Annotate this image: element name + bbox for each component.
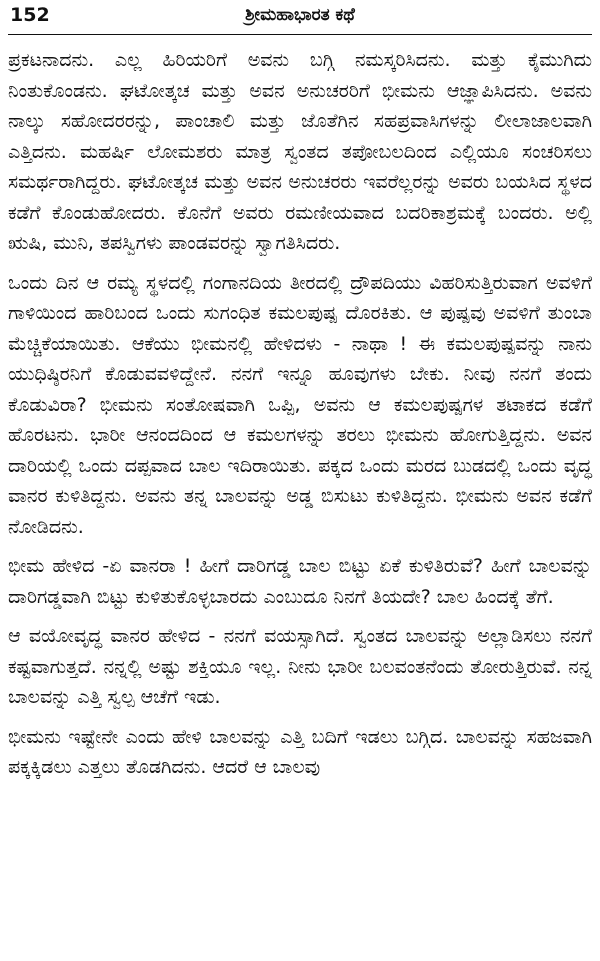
page-number: 152 [10,4,50,26]
body-text [4,35,596,783]
paragraph-3: ಭೀಮ ಹೇಳಿದ -ಏ ವಾನರಾ ! ಹೀಗೆ ದಾರಿಗಡ್ಡ ಬಾಲ ಬಿಟ್ಟು ಏಕೆ ಕುಳಿತಿರುವೆ? ಹೀಗೆ ಬಾಲವನ್ನು ದಾರಿಗಡ್ಡವಾಗಿ ಬಿಟ್ಟು ಕುಳಿತುಕೊಳ್ಳಬಾರದು ಎಂಬುದೂ ನಿನಗೆ ತಿಯದೇ? ಬಾಲ ಹಿಂದಕ್ಕೆ ತೆಗೆ. [8,555,592,608]
paragraph-2: ಒಂದು ದಿನ ಆ ರಮ್ಯ ಸ್ಥಳದಲ್ಲಿ ಗಂಗಾನದಿಯ ತೀರದಲ್ಲಿ ದ್ರೌಪದಿಯು ವಿಹರಿಸುತ್ತಿರುವಾಗ ಅವಳಿಗೆ ಗಾಳಿಯಿಂದ ಹಾರಿಬಂದ ಒಂದು ಸುಗಂಧಿತ ಕಮಲಪುಷ್ಪ ದೊರಕಿತು. ಆ ಪುಷ್ಪವು ಅವಳಿಗೆ ತುಂಬಾ ಮೆಚ್ಚಿಕೆಯಾಯಿತು. ಆಕೆಯು ಭೀಮನಲ್ಲಿ ಹೇಳಿದಳು - ನಾಥಾ ! ಈ ಕಮಲಪುಷ್ಪವನ್ನು ನಾನು ಯುಧಿಷ್ಠಿರನಿಗೆ ಕೊಡುವವಳಿದ್ದೇನೆ. ನನಗೆ ಇನ್ನೂ ಹೂವುಗಳು ಬೇಕು. ನೀವು ನನಗೆ ತಂದು ಕೊಡುವಿರಾ? ಭೀಮನು ಸಂತೋಷವಾಗಿ ಒಪ್ಪಿ, ಅವನು ಆ ಕಮಲಪುಷ್ಪಗಳ ತಟಾಕದ ಕಡೆಗೆ ಹೊರಟನು. ಭಾರೀ ಆನಂದದಿಂದ ಆ ಕಮಲಗಳನ್ನು ತರಲು ಭೀಮನು ಹೋಗುತ್ತಿದ್ದನು. ಅವನ ದಾರಿಯಲ್ಲಿ ಒಂದು ದಪ್ಪವಾದ ಬಾಲ ಇದಿರಾಯಿತು. ಪಕ್ಕದ ಒಂದು ಮರದ ಬುಡದಲ್ಲಿ ಒಂದು ವೃದ್ಧ ವಾನರ ಕುಳಿತಿದ್ದನು. ಅವನು ತನ್ನ ಬಾಲವನ್ನು ಅಡ್ಡ ಬಿಸುಟು ಕುಳಿತಿದ್ದನು. ಭೀಮನು ಅವನ ಕಡೆಗೆ ನೋಡಿದನು. [8,271,592,538]
paragraph-5: ಭೀಮನು ಇಷ್ಟೇನೇ ಎಂದು ಹೇಳಿ ಬಾಲವನ್ನು ಎತ್ತಿ ಬದಿಗೆ ಇಡಲು ಬಗ್ಗಿದ. ಬಾಲವನ್ನು ಸಹಜವಾಗಿ ಪಕ್ಕಕ್ಕಿಡಲು ಎತ್ತಲು ತೊಡಗಿದನು. ಆದರೆ ಆ ಬಾಲವು [8,725,592,778]
paragraph-4: ಆ ವಯೋವೃದ್ಧ ವಾನರ ಹೇಳಿದ - ನನಗೆ ವಯಸ್ಸಾಗಿದೆ. ಸ್ವಂತದ ಬಾಲವನ್ನು ಅಲ್ಲಾಡಿಸಲು ನನಗೆ ಕಷ್ಟವಾಗುತ್ತದೆ. ನನ್ನಲ್ಲಿ ಅಷ್ಟು ಶಕ್ತಿಯೂ ಇಲ್ಲ. ನೀನು ಭಾರೀ ಬಲವಂತನೆಂದು ತೋರುತ್ತಿರುವೆ. ನನ್ನ ಬಾಲವನ್ನು ಎತ್ತಿ ಸ್ವಲ್ಪ ಆಚೆಗೆ ಇಡು. [8,625,592,708]
paragraph-1: ಪ್ರಕಟನಾದನು. ಎಲ್ಲ ಹಿರಿಯರಿಗೆ ಅವನು ಬಗ್ಗಿ ನಮಸ್ಕರಿಸಿದನು. ಮತ್ತು ಕೈಮುಗಿದು ನಿಂತುಕೊಂಡನು. ಘಟೋತ್ಕಚ ಮತ್ತು ಅವನ ಅನುಚರರಿಗೆ ಭೀಮನು ಆಜ್ಞಾಪಿಸಿದನು. ಅವನು ನಾಲ್ಕು ಸಹೋದರರನ್ನು, ಪಾಂಚಾಲಿ ಮತ್ತು ಜೊತೆಗಿನ ಸಹಪ್ರವಾಸಿಗಳನ್ನು ಲೀಲಾಜಾಲವಾಗಿ ಎತ್ತಿದನು. ಮಹರ್ಷಿ ಲೋಮಶರು ಮಾತ್ರ ಸ್ವಂತದ ತಪೋಬಲದಿಂದ ಎಲ್ಲಿಯೂ ಸಂಚರಿಸಲು ಸಮರ್ಥರಾಗಿದ್ದರು. ಘಟೋತ್ಕಚ ಮತ್ತು ಅವನ ಅನುಚರರು ಇವರೆಲ್ಲರನ್ನು ಅವರು ಬಯಸಿದ ಸ್ಥಳದ ಕಡೆಗೆ ಕೊಂಡುಹೋದರು. ಕೊನೆಗೆ ಅವರು ರಮಣೀಯವಾದ ಬದರಿಕಾಶ್ರಮಕ್ಕೆ ಬಂದರು. ಅಲ್ಲಿ ಋಷಿ, ಮುನಿ, ತಪಸ್ವಿಗಳು ಪಾಂಡವರನ್ನು ಸ್ವಾಗತಿಸಿದರು. [8,49,592,254]
page-header [8,0,592,35]
running-title: ಶ್ರೀಮಹಾಭಾರತ ಕಥೆ [245,5,355,25]
